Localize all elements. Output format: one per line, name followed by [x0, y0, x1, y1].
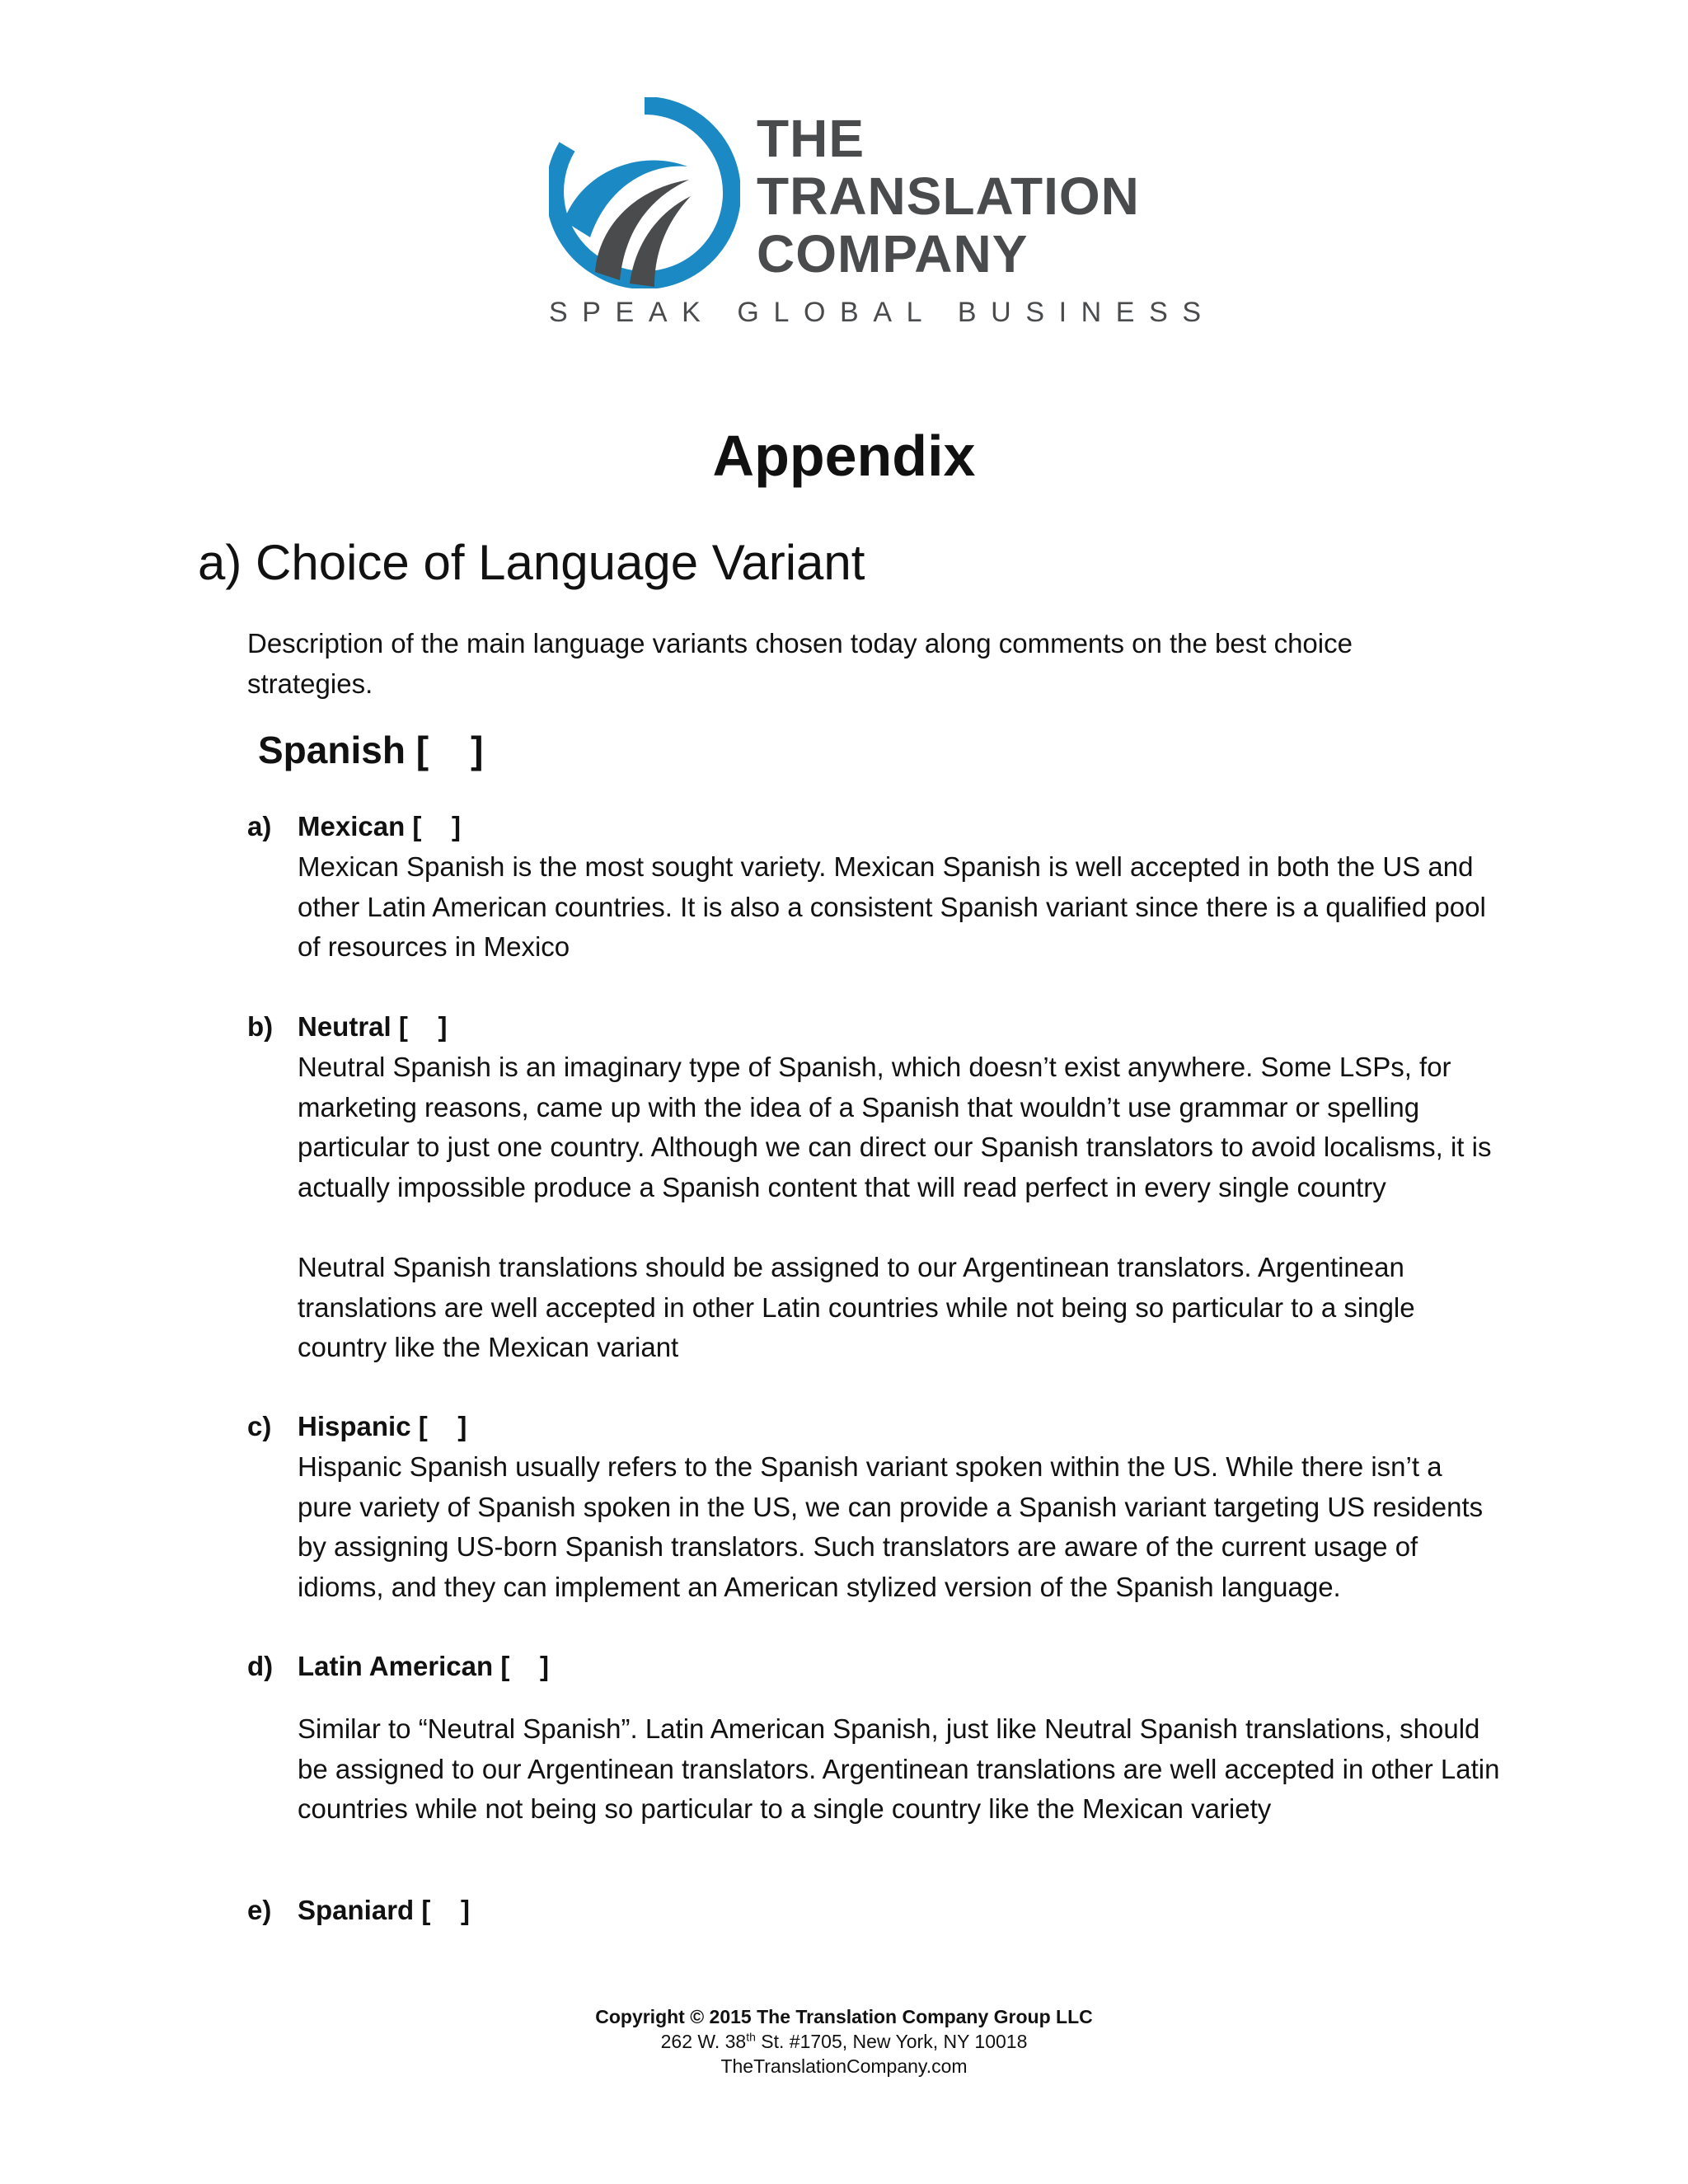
variant-description: Mexican Spanish is the most sought variety. Mexican Spanish is well accepted in both the US and other Latin American countries. It is also a consistent Spanish variant since there is a qualified pool of resources in Mexico	[298, 851, 1486, 962]
language-heading: Spanish [ ]	[258, 729, 484, 771]
footer-copyright: Copyright © 2015 The Translation Company Group LLC	[595, 2006, 1093, 2027]
variant-marker: c)	[247, 1411, 272, 1441]
footer-address-suffix: th	[746, 2030, 756, 2044]
variant-marker: d)	[247, 1651, 274, 1681]
variant-marker: b)	[247, 1011, 274, 1042]
variant-marker: e)	[247, 1895, 272, 1925]
footer-address-street: 262 W. 38	[660, 2031, 747, 2052]
footer-address	[0, 2029, 1688, 2054]
logo-tagline: SPEAK GLOBAL BUSINESS	[549, 297, 1216, 328]
footer-address-city: St. #1705, New York, NY 10018	[755, 2031, 1028, 2052]
variant-description: Neutral Spanish translations should be assigned to our Argentinean translators. Argentinean translations are well accepted in other Latin countries while not being so particular to a single country like the Mexican variant	[298, 1252, 1415, 1362]
variant-description: Neutral Spanish is an imaginary type of Spanish, which doesn’t exist anywhere. Some LSPs, for marketing reasons, came up with the idea of a Spanish that wouldn’t use grammar or spelling particular to just one country. Although we can direct our Spanish translators to avoid localisms, it is actually impossible produce a Spanish content that will read perfect in every single country	[298, 1052, 1492, 1202]
section-intro: Description of the main language variants chosen today along comments on the best choice strategies.	[247, 628, 1353, 699]
section-heading: a) Choice of Language Variant	[198, 535, 865, 590]
logo-word-translation: TRANSLATION	[757, 166, 1140, 226]
variant-description: Similar to “Neutral Spanish”. Latin American Spanish, just like Neutral Spanish translations, should be assigned to our Argentinean translators. Argentinean translations are well accepted in other Latin countries while not being so particular to a single country like the Mexican variety	[298, 1713, 1500, 1824]
variant-title-latin-american: Latin American [ ]	[298, 1651, 549, 1681]
page-title: Appendix	[712, 424, 976, 488]
footer-website: TheTranslationCompany.com	[720, 2055, 968, 2077]
company-logo	[549, 92, 1216, 340]
variant-title-spaniard: Spaniard [ ]	[298, 1895, 471, 1925]
logo-word-company: COMPANY	[757, 224, 1029, 284]
variant-marker: a)	[247, 811, 272, 841]
variant-description: Hispanic Spanish usually refers to the Spanish variant spoken within the US. While there isn’t a pure variety of Spanish spoken in the US, we can provide a Spanish variant targeting US residents by assigning US-born Spanish translators. Such translators are aware of the current usage of idioms, and they can implement an American stylized version of the Spanish language.	[298, 1451, 1484, 1602]
logo-swoosh-icon	[549, 97, 740, 288]
logo-word-the: THE	[757, 109, 865, 168]
variant-title-hispanic: Hispanic [ ]	[298, 1411, 467, 1441]
page-footer	[0, 2004, 1688, 2079]
variant-title-mexican: Mexican [ ]	[298, 811, 462, 841]
variant-title-neutral: Neutral [ ]	[298, 1011, 448, 1042]
